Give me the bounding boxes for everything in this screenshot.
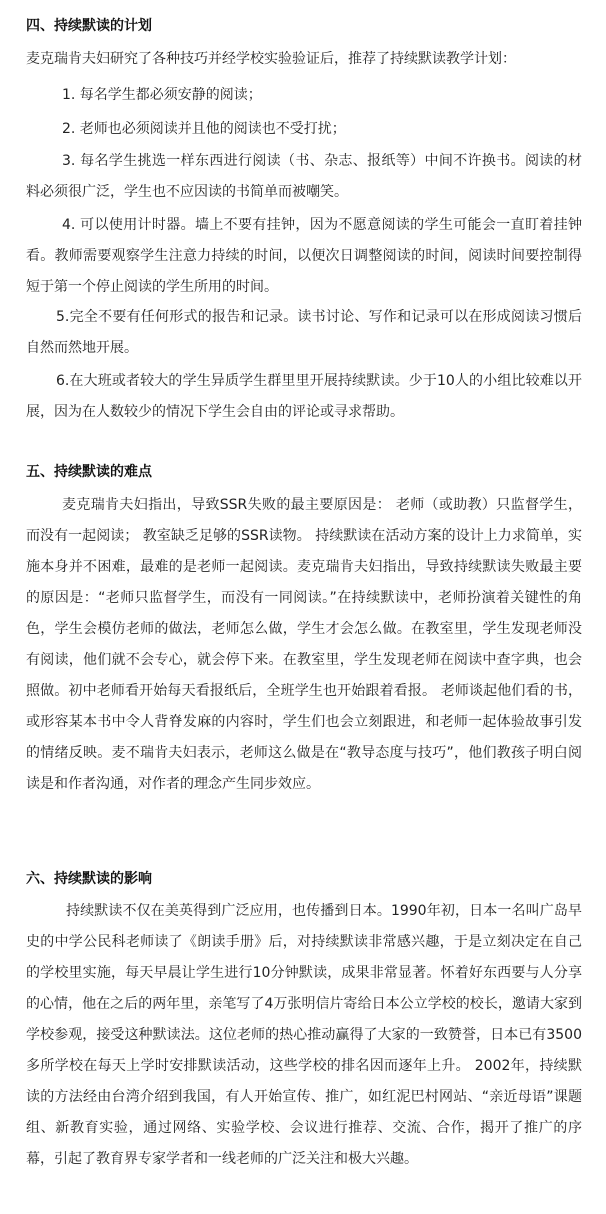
plan-item-3: 3. 每名学生挑选一样东西进行阅读（书、杂志、报纸等）中间不许换书。阅读的材料必须很广泛，学生也不应因读的书简单而被嘲笑。 (26, 153, 582, 200)
section-heading-difficulties: 五、持续默读的难点 (26, 464, 152, 480)
section-plan-intro: 麦克瑞肯夫妇研究了各种技巧并经学校实验验证后，推荐了持续默读教学计划： (26, 51, 516, 67)
plan-item-6: 6.在大班或者较大的学生异质学生群里里开展持续默读。少于10人的小组比较难以开展，因为在人数较少的情况下学生会自由的评论或寻求帮助。 (26, 373, 582, 420)
plan-item-4: 4. 可以使用计时器。墙上不要有挂钟，因为不愿意阅读的学生可能会一直盯着挂钟看。教师需要观察学生注意力持续的时间，以便次日调整阅读的时间，阅读时间要控制得短于第一个停止阅读的学生所用的时间。 (26, 217, 582, 295)
section-heading-influence: 六、持续默读的影响 (26, 871, 152, 887)
plan-item-2: 2. 老师也必须阅读并且他的阅读也不受打扰； (62, 121, 346, 137)
plan-item-1: 1. 每名学生都必须安静的阅读； (62, 87, 262, 103)
section-difficulties-body: 麦克瑞肯夫妇指出，导致SSR失败的最主要原因是： 老师（或助教）只监督学生，而没有一起阅读； 教室缺乏足够的SSR读物。 持续默读在活动方案的设计上力求简单，实施本身并不困难，最难的是老师一起阅读。麦克瑞肯夫妇指出，导致持续默读失败最主要的原因是：“老师只监督学生，而没有一同阅读。”在持续默读中，老师扮演着关键性的角色，学生会模仿老师的做法，老师怎么做，学生才会怎么做。在教室里，学生发现老师没有阅读，他们就不会专心，就会停下来。在教室里，学生发现老师在阅读中查字典，也会照做。初中老师看开始每天看报纸后，全班学生也开始跟着看报。 老师谈起他们看的书，或形容某本书中令人背脊发麻的内容时，学生们也会立刻跟进，和老师一起体验故事引发的情绪反映。麦不瑞肯夫妇表示，老师这么做是在“教导态度与技巧”，他们教孩子明白阅读是和作者沟通，对作者的理念产生同步效应。 (26, 497, 582, 792)
section-heading-plan: 四、持续默读的计划 (26, 18, 152, 34)
section-influence-body: 持续默读不仅在美英得到广泛应用，也传播到日本。1990年初，日本一名叫广岛早史的中学公民科老师读了《朗读手册》后，对持续默读非常感兴趣，于是立刻决定在自己的学校里实施，每天早晨让学生进行10分钟默读，成果非常显著。怀着好东西要与人分享的心情，他在之后的两年里，亲笔写了4万张明信片寄给日本公立学校的校长，邀请大家到学校参观，接受这种默读法。这位老师的热心推动赢得了大家的一致赞誉，日本已有3500多所学校在每天上学时安排默读活动，这些学校的排名因而逐年上升。 2002年，持续默读的方法经由台湾介绍到我国，有人开始宣传、推广，如红泥巴村网站、“亲近母语”课题组、新教育实验，通过网络、实验学校、会议进行推荐、交流、合作，揭开了推广的序幕，引起了教育界专家学者和一线老师的广泛关注和极大兴趣。 (26, 903, 582, 1167)
plan-item-5: 5.完全不要有任何形式的报告和记录。读书讨论、写作和记录可以在形成阅读习惯后自然而然地开展。 (26, 309, 582, 356)
